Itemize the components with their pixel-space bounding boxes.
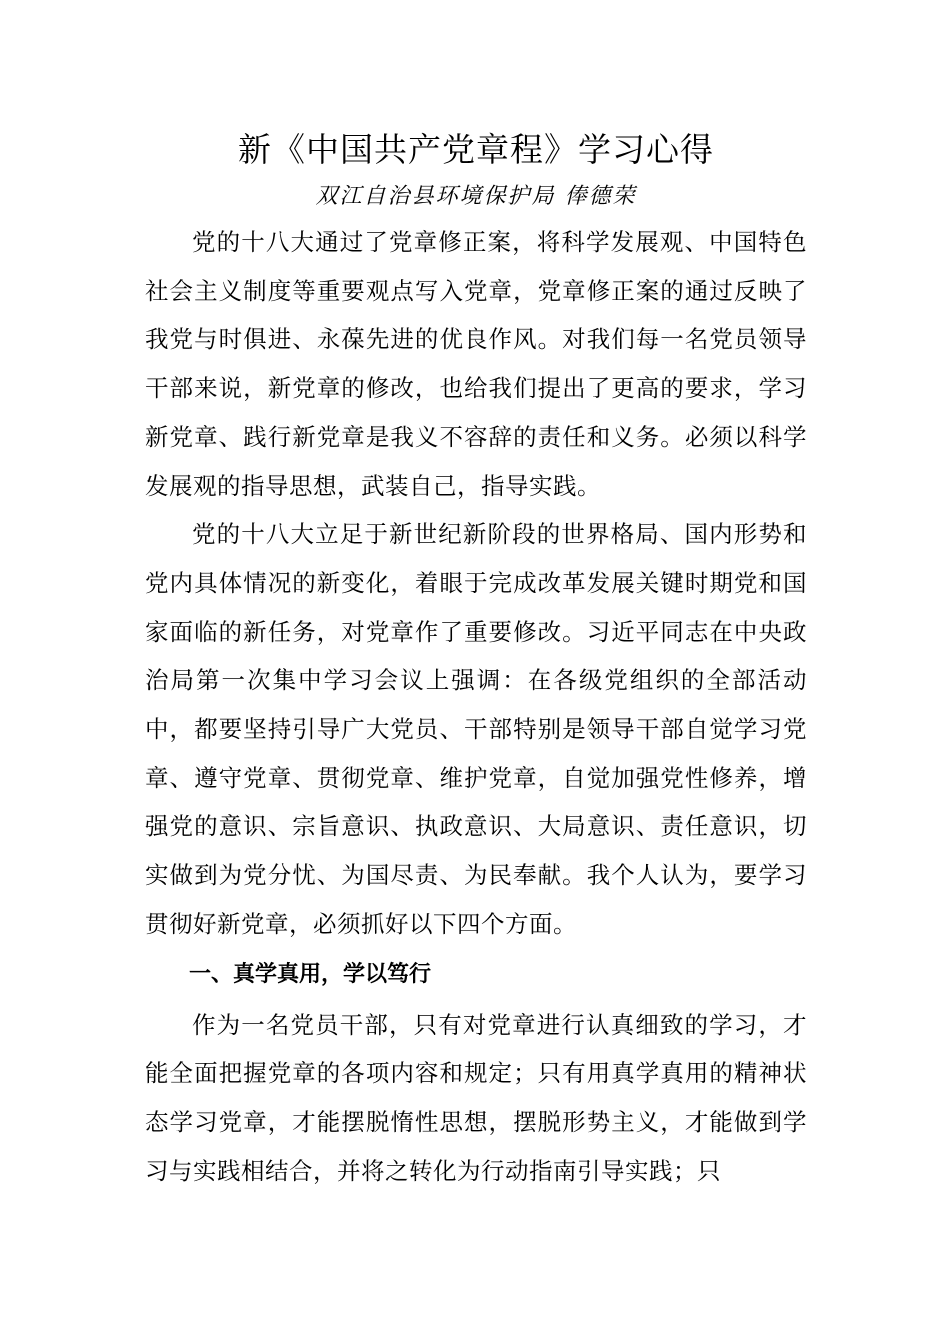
author-byline: 双江自治县环境保护局 俸德荣 xyxy=(315,184,637,209)
body-paragraph: 党的十八大通过了党章修正案，将科学发展观、中国特色社会主义制度等重要观点写入党章，党章修正案的通过反映了我党与时俱进、永葆先进的优良作风。对我们每一名党员领导干部来说，新党章的修改，也给我们提出了更高的要求，学习新党章、践行新党章是我义不容辞的责任和义务。必须以科学发展观的指导思想，武装自己，指导实践。 xyxy=(145,228,807,500)
section-paragraph: 作为一名党员干部，只有对党章进行认真细致的学习，才能全面把握党章的各项内容和规定；只有用真学真用的精神状态学习党章，才能摆脱惰性思想，摆脱形势主义，才能做到学习与实践相结合，并将之转化为行动指南引导实践；只 xyxy=(145,1010,807,1185)
document-page xyxy=(145,124,807,1195)
document-title: 新《中国共产党章程》学习心得 xyxy=(238,130,714,169)
section-heading: 一、真学真用，学以笃行 xyxy=(189,961,432,987)
body-paragraph: 党的十八大立足于新世纪新阶段的世界格局、国内形势和党内具体情况的新变化，着眼于完成改革发展关键时期党和国家面临的新任务，对党章作了重要修改。习近平同志在中央政治局第一次集中学习会议上强调：在各级党组织的全部活动中，都要坚持引导广大党员、干部特别是领导干部自觉学习党章、遵守党章、贯彻党章、维护党章，自觉加强党性修养，增强党的意识、宗旨意识、执政意识、大局意识、责任意识，切实做到为党分忧、为国尽责、为民奉献。我个人认为，要学习贯彻好新党章，必须抓好以下四个方面。 xyxy=(145,520,807,938)
